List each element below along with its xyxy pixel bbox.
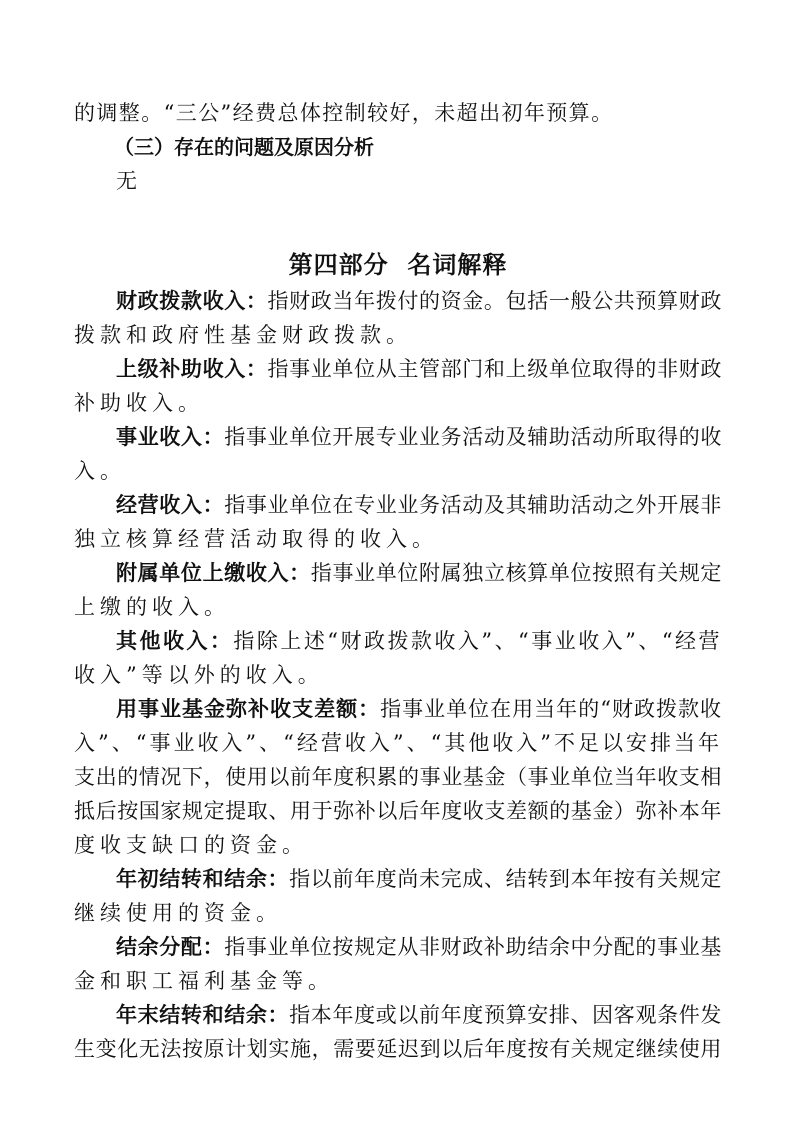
definition-continuation-line xyxy=(74,318,722,352)
definition-text: 独立核算经营活动取得的收入。 xyxy=(74,527,438,551)
definition-continuation-line xyxy=(74,590,722,624)
part-title: 第四部分 名词解释 xyxy=(288,251,508,279)
definition-first-line xyxy=(74,420,722,454)
definition-text: 指事业单位开展专业业务活动及辅助活动所取得的收 xyxy=(224,425,723,449)
definition-item xyxy=(74,998,722,1066)
definition-first-line xyxy=(74,624,722,658)
document-page xyxy=(74,96,722,1066)
definition-text: 指事业单位在用当年的“财政拨款收 xyxy=(380,697,722,721)
definition-text: 度收支缺口的资金。 xyxy=(74,833,308,857)
definition-continuation-line xyxy=(74,454,722,488)
definition-term: 附属单位上缴收入： xyxy=(116,561,311,585)
definitions-list xyxy=(74,284,722,1066)
definition-item xyxy=(74,488,722,556)
definition-text: 指本年度或以前年度预算安排、因客观条件发 xyxy=(289,1003,723,1027)
definition-text: 继续使用的资金。 xyxy=(74,901,282,925)
definition-text: 指除上述“财政拨款收入”、“事业收入”、“经营 xyxy=(233,629,723,653)
section3-tail-text: 的调整。“三公”经费总体控制较好，未超出初年预算。 xyxy=(74,101,614,125)
definition-item xyxy=(74,352,722,420)
definition-first-line xyxy=(74,862,722,896)
definition-text: 指以前年度尚未完成、结转到本年按有关规定 xyxy=(289,867,723,891)
definition-first-line xyxy=(74,284,722,318)
definition-item xyxy=(74,420,722,488)
definition-term: 事业收入： xyxy=(116,425,225,449)
definition-continuation-line xyxy=(74,726,722,760)
definition-continuation-line xyxy=(74,658,722,692)
definition-text: 上缴的收入。 xyxy=(74,595,230,619)
definition-text: 生变化无法按原计划实施，需要延迟到以后年度按有关规定继续使用 xyxy=(74,1037,722,1061)
definition-text: 抵后按国家规定提取、用于弥补以后年度收支差额的基金）弥补本年 xyxy=(74,799,722,823)
definition-item xyxy=(74,556,722,624)
definition-continuation-line xyxy=(74,522,722,556)
spacer xyxy=(74,198,722,246)
definition-text: 支出的情况下，使用以前年度积累的事业基金（事业单位当年收支相 xyxy=(74,765,722,789)
definition-term: 财政拨款收入： xyxy=(116,289,268,313)
definition-continuation-line xyxy=(74,794,722,828)
definition-term: 年初结转和结余： xyxy=(116,867,290,891)
problems-content: 无 xyxy=(116,169,137,193)
definition-text: 收入”等以外的收入。 xyxy=(74,663,324,687)
definition-continuation-line xyxy=(74,896,722,930)
definition-first-line xyxy=(74,352,722,386)
definition-text: 指事业单位从主管部门和上级单位取得的非财政 xyxy=(267,357,722,381)
definition-term: 其他收入： xyxy=(116,629,234,653)
definition-text: 拨款和政府性基金财政拨款。 xyxy=(74,323,412,347)
definition-text: 入。 xyxy=(74,459,126,483)
definition-first-line xyxy=(74,998,722,1032)
definition-continuation-line xyxy=(74,386,722,420)
section-heading-problems: （三）存在的问题及原因分析 xyxy=(114,135,374,159)
definition-first-line xyxy=(74,692,722,726)
definition-item xyxy=(74,692,722,862)
definition-first-line xyxy=(74,556,722,590)
definition-term: 上级补助收入： xyxy=(116,357,268,381)
definition-text: 指事业单位附属独立核算单位按照有关规定 xyxy=(310,561,723,585)
definition-text: 补助收入。 xyxy=(74,391,204,415)
definition-text: 指事业单位在专业业务活动及其辅助活动之外开展非 xyxy=(224,493,723,517)
definition-continuation-line xyxy=(74,964,722,998)
definition-continuation-line xyxy=(74,1032,722,1066)
definition-term: 结余分配： xyxy=(116,935,225,959)
definition-text: 指财政当年拨付的资金。包括一般公共预算财政 xyxy=(267,289,722,313)
definition-item xyxy=(74,930,722,998)
definition-item xyxy=(74,624,722,692)
definition-term: 用事业基金弥补收支差额： xyxy=(116,697,381,721)
definition-text: 金和职工福利基金等。 xyxy=(74,969,334,993)
definition-first-line xyxy=(74,930,722,964)
definition-term: 经营收入： xyxy=(116,493,225,517)
definition-item xyxy=(74,284,722,352)
definition-continuation-line xyxy=(74,760,722,794)
definition-continuation-line xyxy=(74,828,722,862)
definition-term: 年末结转和结余： xyxy=(116,1003,290,1027)
definition-text: 入”、“事业收入”、“经营收入”、“其他收入”不足以安排当年 xyxy=(74,731,722,755)
definition-item xyxy=(74,862,722,930)
definition-text: 指事业单位按规定从非财政补助结余中分配的事业基 xyxy=(224,935,723,959)
definition-first-line xyxy=(74,488,722,522)
paragraph-line xyxy=(74,96,722,130)
